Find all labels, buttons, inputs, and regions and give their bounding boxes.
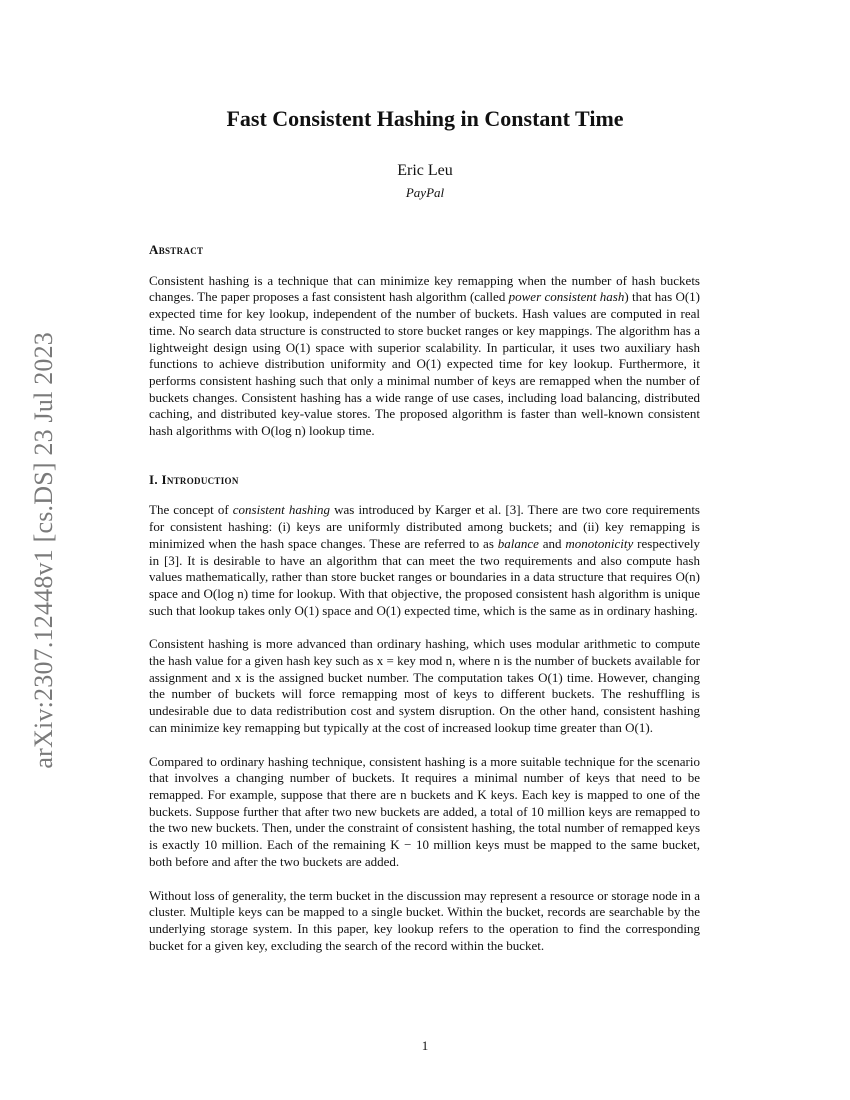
abstract-heading: Abstract [149, 242, 204, 257]
arxiv-sidebar-stamp [20, 300, 68, 800]
paper-title: Fast Consistent Hashing in Constant Time [226, 106, 624, 131]
intro-term-balance: balance [497, 535, 539, 551]
intro-p1-text-d: respectively in [3]. It is desirable to have an algorithm that can meet the two requirements and also compute hash values mathematically, rather than store bucket ranges or boundaries in a data structure that requires O(n) space and O(log n) time for lookup. With that objective, the proposed consistent hash algorithm is unique such that lookup takes only O(1) space and O(1) expected time, which is the same as in ordinary hashing. [149, 535, 700, 618]
abstract-text-a: Consistent hashing is a technique that can minimize key remapping when the number of hash buckets changes. The paper proposes a fast consistent hash algorithm (called [149, 272, 700, 305]
intro-paragraph-3: Compared to ordinary hashing technique, consistent hashing is a more suitable technique for the scenario that involves a changing number of buckets. It requires a minimal number of keys that need to be remapped. For example, suppose that there are n buckets and K keys. Each key is mapped to one of the buckets. Suppose further that after two new buckets are added, a total of 10 million keys are remapped to the two new buckets. Then, under the constraint of consistent hashing, the total number of remapped keys is exactly 10 million. Each of the remaining K − 10 million keys must be mapped to the same bucket, both before and after the two buckets are added. [149, 753, 700, 869]
intro-term-consistent-hashing: consistent hashing [232, 502, 331, 518]
abstract-paragraph [149, 273, 700, 440]
arxiv-identifier: arXiv:2307.12448v1 [cs.DS] 23 Jul 2023 [29, 331, 58, 769]
intro-p1-text-b: was introduced by Karger et al. [3]. There are two core requirements for consistent hashing: (i) keys are uniformly distributed among buckets; and (ii) key remapping is minimized when the hash space changes. These are referred to as [149, 502, 700, 551]
author-affiliation: PayPal [405, 185, 445, 200]
intro-paragraph-1 [149, 502, 700, 619]
section-heading-introduction: I. Introduction [149, 471, 239, 487]
intro-p1-text-a: The concept of [149, 502, 233, 518]
intro-paragraph-2: Consistent hashing is more advanced than ordinary hashing, which uses modular arithmetic to compute the hash value for a given hash key such as x = key mod n, where n is the number of buckets available for assignment and x is the assigned bucket number. The computation takes O(1) time. However, changing the number of buckets will force remapping most of keys to different buckets. The reshuffling is undesirable due to data redistribution cost and system disruption. On the other hand, consistent hashing can minimize key remapping but typically at the cost of increased lookup time greater than O(1). [149, 636, 700, 735]
page-number: 1 [421, 1038, 429, 1053]
abstract-term: power consistent hash [508, 289, 625, 305]
intro-paragraph-4: Without loss of generality, the term bucket in the discussion may represent a resource or storage node in a cluster. Multiple keys can be mapped to a single bucket. Within the bucket, records are searchable by the underlying storage system. In this paper, key lookup refers to the operation to find the corresponding bucket for a given key, excluding the search of the record within the bucket. [149, 887, 700, 953]
intro-p1-text-c: and [538, 535, 566, 551]
intro-term-monotonicity: monotonicity [565, 535, 634, 551]
abstract-text-b: ) that has O(1) expected time for key lookup, independent of the number of buckets. Hash values are computed in real time. No search data structure is constructed to store bucket ranges or key mappings. The algorithm has a lightweight design using O(1) space with superior scalability. In particular, it uses two auxiliary hash functions to achieve distribution uniformity and O(1) expected time for key lookup. Furthermore, it performs consistent hashing such that only a minimal number of keys are remapped when the number of buckets changes. Consistent hashing has a wide range of use cases, including load balancing, distributed caching, and distributed key-value stores. The proposed algorithm is faster than well-known consistent hash algorithms with O(log n) lookup time. [149, 289, 700, 439]
paper-body [149, 242, 700, 954]
author-name: Eric Leu [397, 162, 453, 179]
